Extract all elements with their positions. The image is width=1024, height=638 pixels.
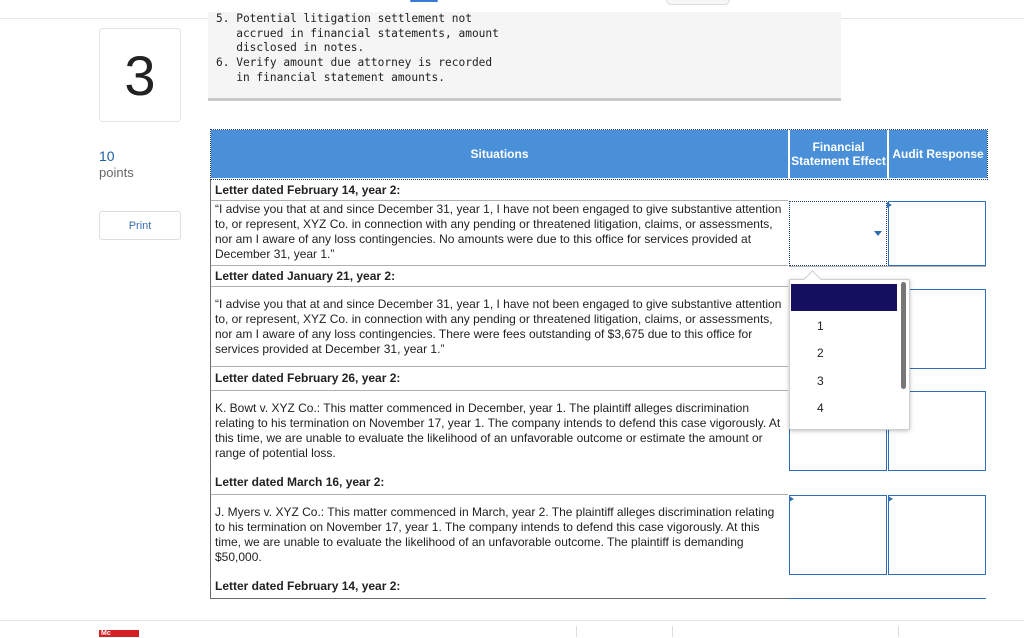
footer-divider — [672, 626, 673, 637]
financial-effect-select-1[interactable] — [789, 201, 887, 266]
print-button[interactable]: Print — [99, 211, 181, 240]
financial-effect-dropdown[interactable] — [789, 279, 910, 430]
top-pill-control[interactable] — [666, 0, 730, 5]
question-number: 3 — [99, 28, 181, 122]
letter-text: “I advise you that at and since December 31, year 1, I have not been engaged to give substantive attention to, or represent, XYZ Co. in connection with any pending or threatened litigation, claims, or assessments, nor am I aware of any loss contingencies. No amounts were due to this office for services provided at December 31, year 1.” — [210, 201, 788, 266]
header-financial-effect: Financial Statement Effect — [790, 130, 887, 178]
instruction-line: 5. Potential litigation settlement not — [216, 12, 472, 25]
audit-response-select-1[interactable] — [888, 201, 986, 266]
header-audit-response: Audit Response — [889, 130, 987, 178]
dropdown-option-1[interactable]: 1 — [817, 318, 824, 333]
letter-title: Letter dated February 14, year 2: — [210, 575, 788, 599]
publisher-logo: Mc — [99, 630, 139, 637]
progress-accent — [410, 0, 438, 2]
cell-marker-icon — [887, 202, 892, 208]
header-situations: Situations — [211, 130, 788, 178]
instructions-panel — [208, 12, 841, 101]
dropdown-option-blank[interactable] — [791, 284, 897, 311]
dropdown-scrollbar[interactable] — [901, 282, 906, 389]
cell-marker-icon — [789, 496, 794, 502]
row-divider — [789, 266, 986, 267]
instruction-line: accrued in financial statements, amount — [216, 26, 499, 40]
footer-bar — [0, 620, 1024, 638]
instruction-line: in financial statement amounts. — [216, 70, 446, 84]
points-value: 10 — [99, 148, 115, 164]
cell-marker-icon — [888, 496, 893, 502]
letter-title: Letter dated January 21, year 2: — [210, 266, 788, 287]
instruction-line: disclosed in notes. — [216, 41, 365, 55]
points-label: points — [99, 165, 134, 180]
header-focus-outline — [210, 129, 988, 180]
footer-divider — [898, 626, 899, 637]
dropdown-option-3[interactable]: 3 — [817, 373, 824, 388]
financial-effect-select-4[interactable] — [789, 495, 887, 575]
letter-title: Letter dated February 14, year 2: — [210, 180, 788, 201]
letter-title: Letter dated February 26, year 2: — [210, 367, 788, 391]
dropdown-option-2[interactable]: 2 — [817, 345, 824, 360]
row-divider — [788, 598, 986, 599]
footer-divider — [576, 626, 577, 637]
dropdown-option-4[interactable]: 4 — [817, 400, 824, 415]
chevron-down-icon[interactable] — [874, 231, 882, 236]
letter-text: “I advise you that at and since December 31, year 1, I have not been engaged to give substantive attention to, or represent, XYZ Co. in connection with any pending or threatened litigation, claims, or assessments, nor am I aware of any loss contingencies. There were fees outstanding of $3,675 due to this office for services provided at December 31, year 1.” — [210, 287, 788, 367]
letter-title: Letter dated March 16, year 2: — [210, 471, 788, 495]
letter-text: K. Bowt v. XYZ Co.: This matter commenced in December, year 1. The plaintiff alleges discrimination relating to his termination on November 17, year 1. The company intends to defend this case vigorously. At this time, we are unable to evaluate the likelihood of an unfavorable outcome or estimate the amount or range of potential loss. — [210, 391, 788, 473]
instruction-line: 6. Verify amount due attorney is recorded — [216, 56, 493, 70]
audit-response-select-4[interactable] — [888, 495, 986, 575]
letter-text: J. Myers v. XYZ Co.: This matter commenced in March, year 2. The plaintiff alleges discrimination relating to his termination on November 17, year 1. The company intends to defend this case vigorously. At this time, we are unable to evaluate the likelihood of an unfavorable outcome. The plaintiff is demanding $50,000. — [210, 495, 788, 576]
